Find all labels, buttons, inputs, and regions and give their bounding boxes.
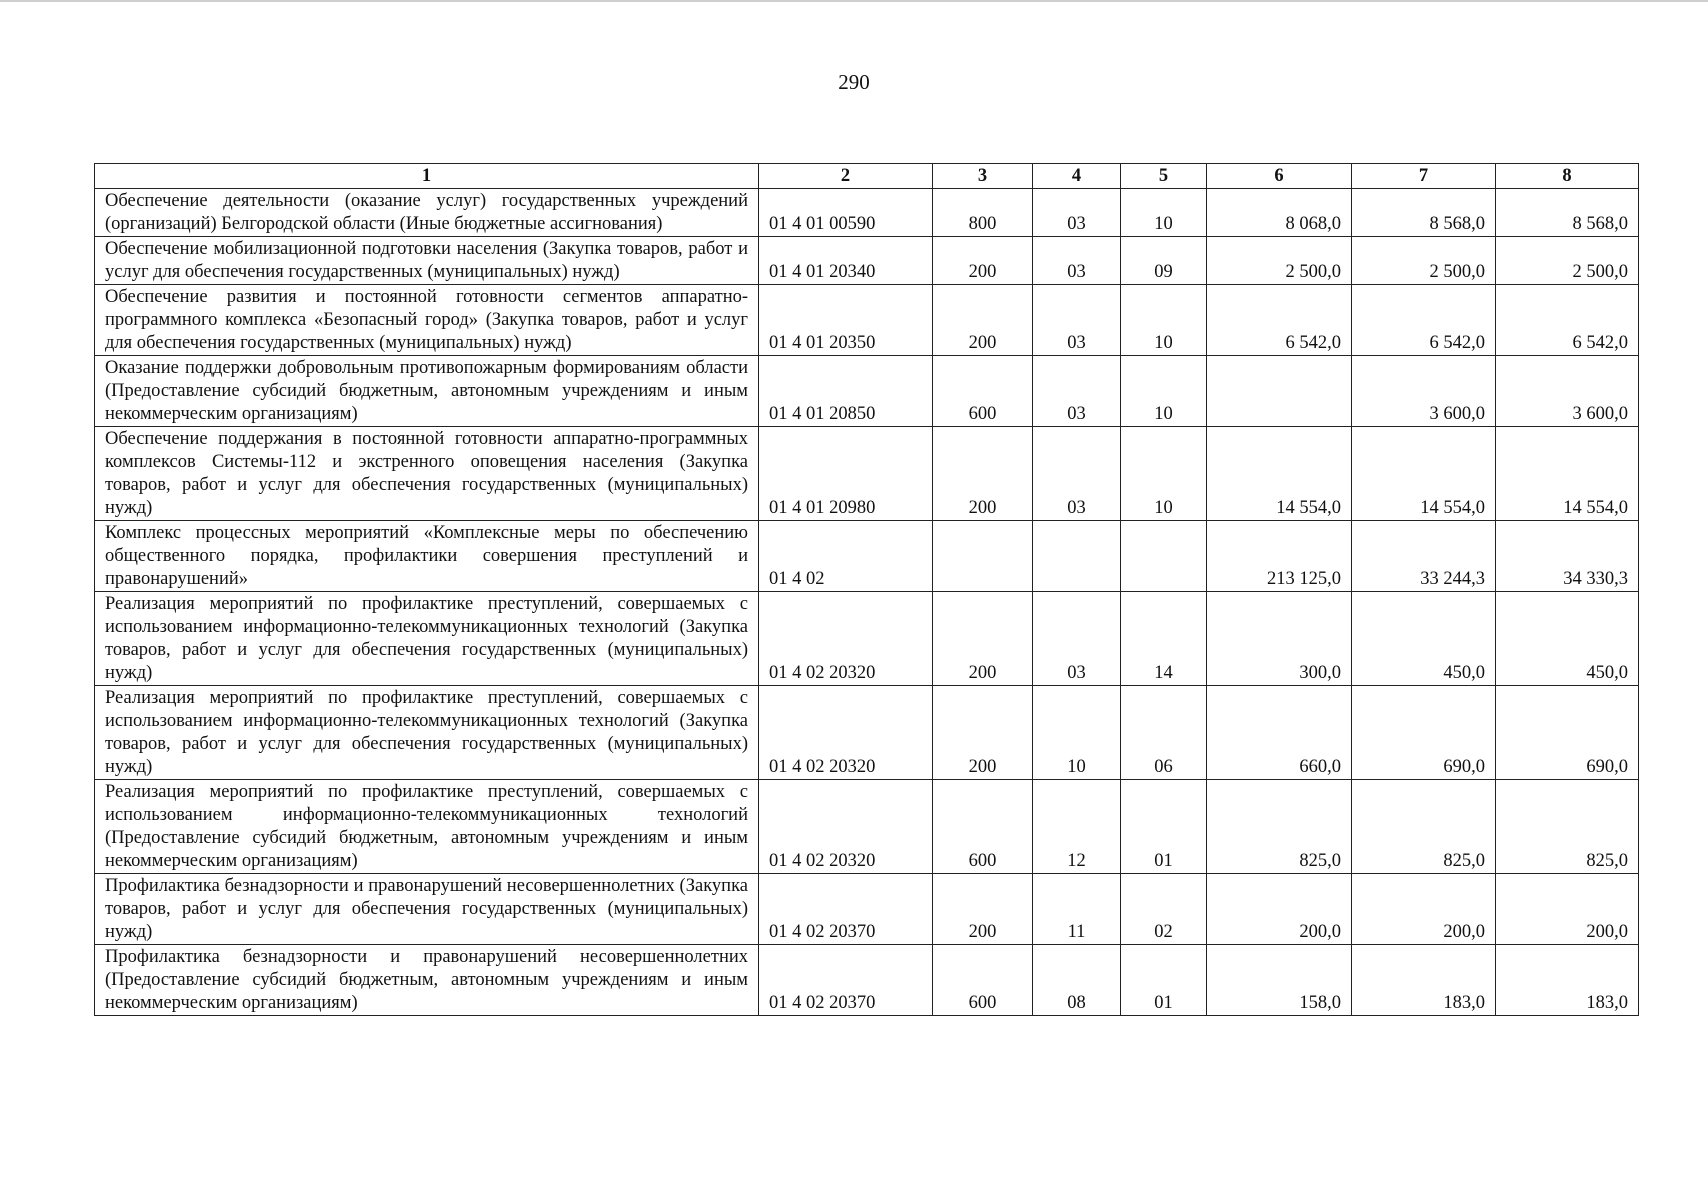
subsection-cell: 14: [1121, 592, 1207, 686]
column-header-3: 3: [933, 164, 1033, 189]
amount-col8-cell: 34 330,3: [1496, 521, 1639, 592]
section-cell: 03: [1033, 189, 1121, 237]
table-row: [95, 356, 1639, 427]
amount-col7-cell: 2 500,0: [1352, 237, 1496, 285]
amount-col7-cell: 200,0: [1352, 874, 1496, 945]
subsection-cell: 10: [1121, 285, 1207, 356]
amount-col7-cell: 6 542,0: [1352, 285, 1496, 356]
amount-col6-cell: 2 500,0: [1207, 237, 1352, 285]
table-row: [95, 592, 1639, 686]
expense-type-cell: 200: [933, 237, 1033, 285]
table-row: [95, 521, 1639, 592]
code-cell: 01 4 01 20850: [759, 356, 933, 427]
subsection-cell: 10: [1121, 427, 1207, 521]
section-cell: 12: [1033, 780, 1121, 874]
table-row: [95, 945, 1639, 1016]
expense-type-cell: 800: [933, 189, 1033, 237]
expense-type-cell: 600: [933, 780, 1033, 874]
description-cell: Обеспечение поддержания в постоянной готовности аппаратно-программных комплексов Системы-112 и экстренного оповещения населения (Закупка товаров, работ и услуг для обеспечения государственных (муниципальных) нужд): [95, 427, 759, 521]
amount-col7-cell: 450,0: [1352, 592, 1496, 686]
table-row: [95, 189, 1639, 237]
code-cell: 01 4 02 20320: [759, 686, 933, 780]
section-cell: 11: [1033, 874, 1121, 945]
subsection-cell: 09: [1121, 237, 1207, 285]
amount-col8-cell: 8 568,0: [1496, 189, 1639, 237]
table-row: [95, 237, 1639, 285]
code-cell: 01 4 02: [759, 521, 933, 592]
amount-col6-cell: 213 125,0: [1207, 521, 1352, 592]
amount-col6-cell: 6 542,0: [1207, 285, 1352, 356]
subsection-cell: 10: [1121, 356, 1207, 427]
expense-type-cell: [933, 521, 1033, 592]
expense-type-cell: 600: [933, 356, 1033, 427]
section-cell: 08: [1033, 945, 1121, 1016]
amount-col7-cell: 3 600,0: [1352, 356, 1496, 427]
subsection-cell: [1121, 521, 1207, 592]
column-header-1: 1: [95, 164, 759, 189]
amount-col8-cell: 690,0: [1496, 686, 1639, 780]
amount-col8-cell: 825,0: [1496, 780, 1639, 874]
amount-col6-cell: 14 554,0: [1207, 427, 1352, 521]
description-cell: Обеспечение деятельности (оказание услуг) государственных учреждений (организаций) Белгородской области (Иные бюджетные ассигнования): [95, 189, 759, 237]
amount-col8-cell: 14 554,0: [1496, 427, 1639, 521]
subsection-cell: 01: [1121, 945, 1207, 1016]
code-cell: 01 4 01 20350: [759, 285, 933, 356]
amount-col8-cell: 2 500,0: [1496, 237, 1639, 285]
table-row: [95, 427, 1639, 521]
section-cell: [1033, 521, 1121, 592]
column-header-7: 7: [1352, 164, 1496, 189]
amount-col7-cell: 183,0: [1352, 945, 1496, 1016]
amount-col7-cell: 690,0: [1352, 686, 1496, 780]
table-row: [95, 874, 1639, 945]
section-cell: 10: [1033, 686, 1121, 780]
section-cell: 03: [1033, 592, 1121, 686]
expense-type-cell: 200: [933, 686, 1033, 780]
description-cell: Реализация мероприятий по профилактике преступлений, совершаемых с использованием информационно-телекоммуникационных технологий (Закупка товаров, работ и услуг для обеспечения государственных (муниципальных) нужд): [95, 592, 759, 686]
amount-col7-cell: 825,0: [1352, 780, 1496, 874]
description-cell: Реализация мероприятий по профилактике преступлений, совершаемых с использованием информационно-телекоммуникационных технологий (Закупка товаров, работ и услуг для обеспечения государственных (муниципальных) нужд): [95, 686, 759, 780]
budget-table: [94, 163, 1639, 1016]
expense-type-cell: 200: [933, 427, 1033, 521]
amount-col6-cell: [1207, 356, 1352, 427]
column-header-2: 2: [759, 164, 933, 189]
subsection-cell: 10: [1121, 189, 1207, 237]
description-cell: Обеспечение мобилизационной подготовки населения (Закупка товаров, работ и услуг для обеспечения государственных (муниципальных) нужд): [95, 237, 759, 285]
amount-col8-cell: 450,0: [1496, 592, 1639, 686]
column-header-8: 8: [1496, 164, 1639, 189]
code-cell: 01 4 01 20340: [759, 237, 933, 285]
expense-type-cell: 200: [933, 874, 1033, 945]
code-cell: 01 4 02 20370: [759, 945, 933, 1016]
page-number: 290: [838, 70, 870, 94]
code-cell: 01 4 02 20320: [759, 592, 933, 686]
amount-col7-cell: 14 554,0: [1352, 427, 1496, 521]
amount-col6-cell: 660,0: [1207, 686, 1352, 780]
section-cell: 03: [1033, 356, 1121, 427]
table-row: [95, 780, 1639, 874]
subsection-cell: 06: [1121, 686, 1207, 780]
table-row: [95, 686, 1639, 780]
code-cell: 01 4 01 00590: [759, 189, 933, 237]
section-cell: 03: [1033, 237, 1121, 285]
description-cell: Комплекс процессных мероприятий «Комплексные меры по обеспечению общественного порядка, профилактики совершения преступлений и правонарушений»: [95, 521, 759, 592]
amount-col8-cell: 183,0: [1496, 945, 1639, 1016]
column-header-6: 6: [1207, 164, 1352, 189]
description-cell: Профилактика безнадзорности и правонарушений несовершеннолетних (Закупка товаров, работ и услуг для обеспечения государственных (муниципальных) нужд): [95, 874, 759, 945]
code-cell: 01 4 02 20320: [759, 780, 933, 874]
description-cell: Обеспечение развития и постоянной готовности сегментов аппаратно-программного комплекса «Безопасный город» (Закупка товаров, работ и услуг для обеспечения государственных (муниципальных) нужд): [95, 285, 759, 356]
amount-col6-cell: 8 068,0: [1207, 189, 1352, 237]
amount-col6-cell: 200,0: [1207, 874, 1352, 945]
description-cell: Профилактика безнадзорности и правонарушений несовершеннолетних (Предоставление субсидий бюджетным, автономным учреждениям и иным некоммерческим организациям): [95, 945, 759, 1016]
expense-type-cell: 200: [933, 285, 1033, 356]
table-body: [95, 189, 1639, 1016]
description-cell: Оказание поддержки добровольным противопожарным формированиям области (Предоставление субсидий бюджетным, автономным учреждениям и иным некоммерческим организациям): [95, 356, 759, 427]
table-row: [95, 285, 1639, 356]
expense-type-cell: 200: [933, 592, 1033, 686]
amount-col8-cell: 200,0: [1496, 874, 1639, 945]
code-cell: 01 4 01 20980: [759, 427, 933, 521]
scan-top-edge: [0, 0, 1708, 2]
description-cell: Реализация мероприятий по профилактике преступлений, совершаемых с использованием информационно-телекоммуникационных технологий (Предоставление субсидий бюджетным, автономным учреждениям и иным некоммерческим организациям): [95, 780, 759, 874]
column-header-4: 4: [1033, 164, 1121, 189]
section-cell: 03: [1033, 285, 1121, 356]
subsection-cell: 02: [1121, 874, 1207, 945]
amount-col8-cell: 3 600,0: [1496, 356, 1639, 427]
subsection-cell: 01: [1121, 780, 1207, 874]
amount-col6-cell: 300,0: [1207, 592, 1352, 686]
amount-col6-cell: 825,0: [1207, 780, 1352, 874]
code-cell: 01 4 02 20370: [759, 874, 933, 945]
column-header-5: 5: [1121, 164, 1207, 189]
amount-col7-cell: 8 568,0: [1352, 189, 1496, 237]
section-cell: 03: [1033, 427, 1121, 521]
expense-type-cell: 600: [933, 945, 1033, 1016]
amount-col6-cell: 158,0: [1207, 945, 1352, 1016]
header-row: [95, 164, 1639, 189]
amount-col7-cell: 33 244,3: [1352, 521, 1496, 592]
amount-col8-cell: 6 542,0: [1496, 285, 1639, 356]
